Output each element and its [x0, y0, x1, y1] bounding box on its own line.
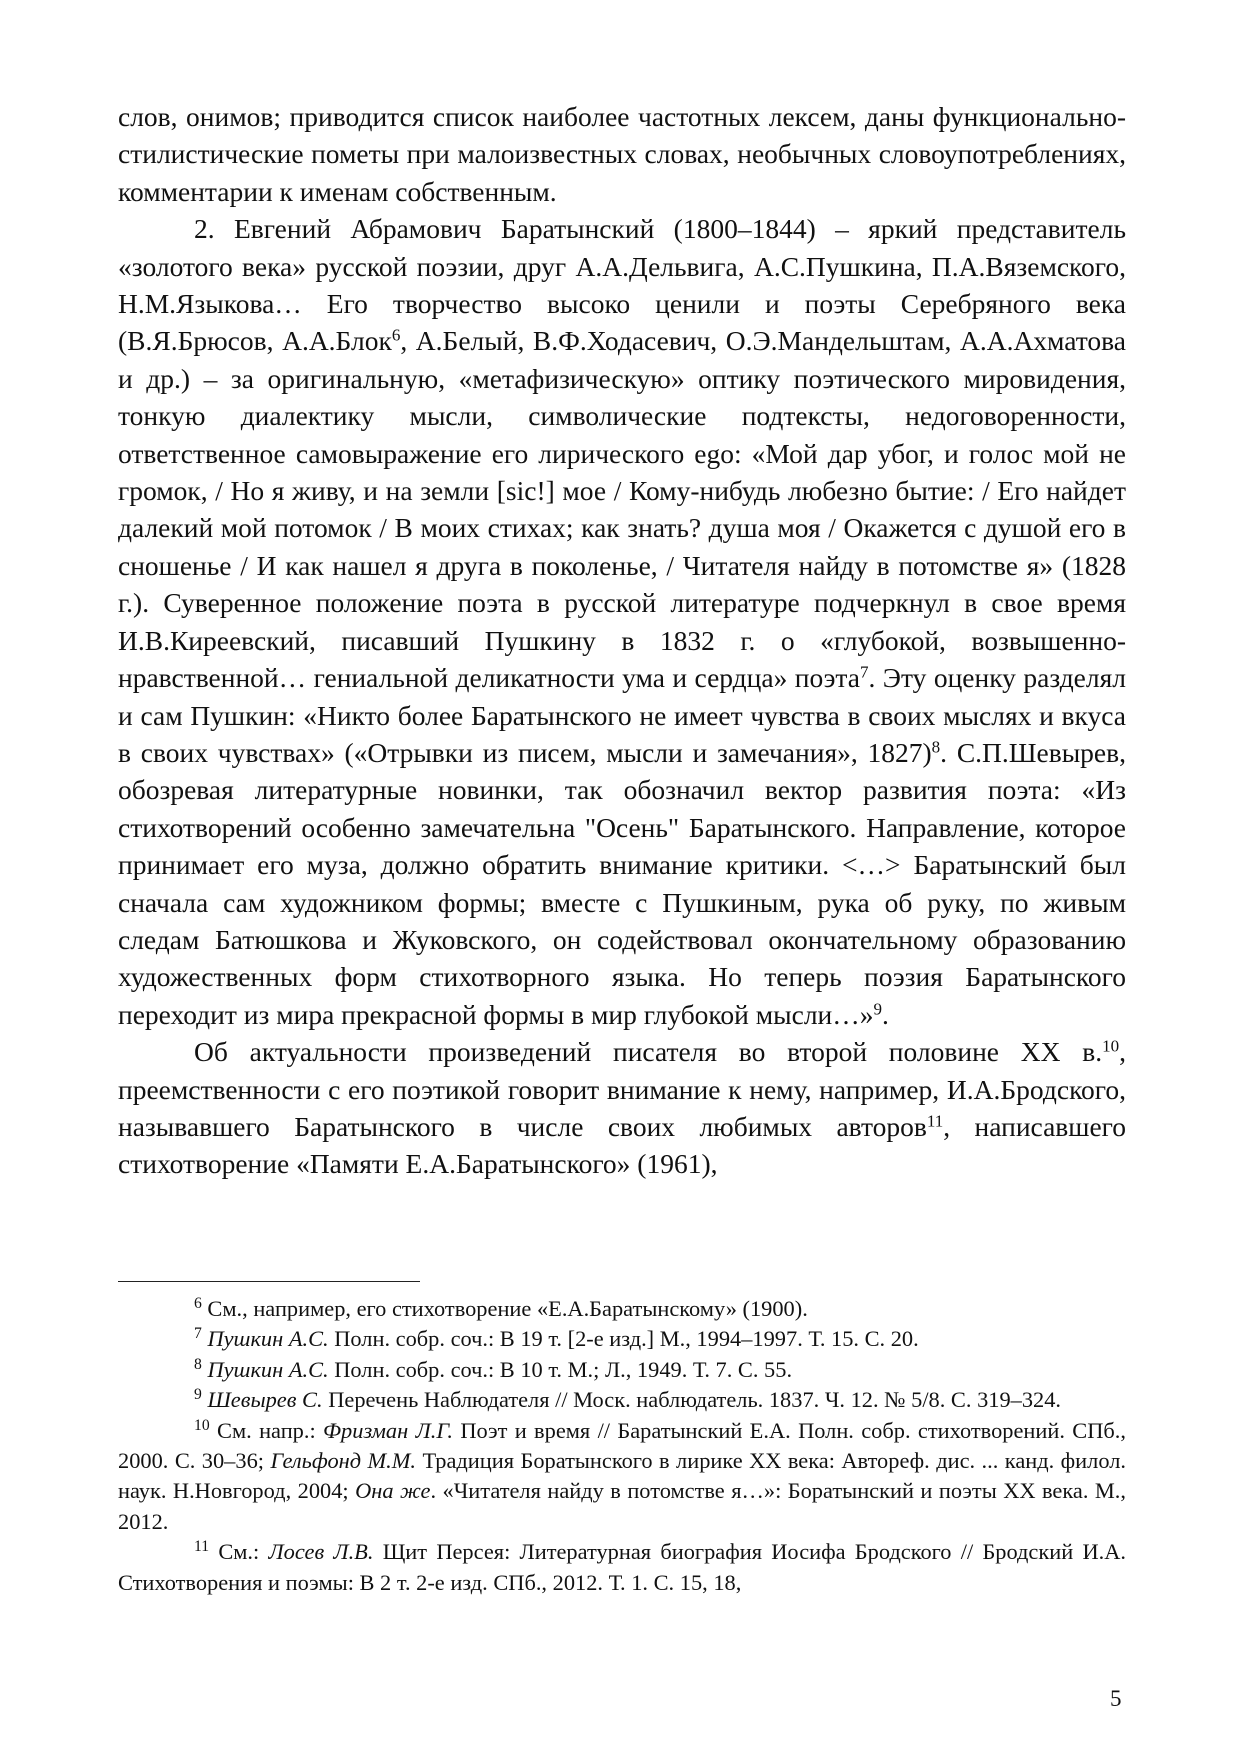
footnote-text: Традиция Боратынского в лирике XX века: Автореф. дис. ... канд. филол. наук. Н.Новгород, 2004;	[118, 1448, 1127, 1504]
footnote-number: 6	[194, 1295, 202, 1313]
footnote-author: Гельфонд М.М.	[270, 1448, 417, 1474]
footnote-author: Она же	[355, 1478, 431, 1504]
footnote-number: 9	[194, 1386, 202, 1404]
paragraph-3	[118, 1033, 1126, 1183]
footnote-6	[118, 1294, 1126, 1324]
footnote-number: 10	[194, 1416, 210, 1434]
footnotes	[118, 1294, 1126, 1598]
footnote-text: Поэт и время // Баратынский Е.А. Полн. собр. стихотворений. СПб., 2000. С. 30–36;	[118, 1417, 1126, 1474]
footnote-ref-7[interactable]: 7	[859, 662, 869, 682]
footnote-text: См., например, его стихотворение «Е.А.Баратынскому» (1900).	[201, 1296, 808, 1321]
paragraph-2-text-d: . С.П.Шевырев, обозревая литературные новинки, так обозначил вектор развития поэта: «Из стихотворений особенно замечательна "Осень" Баратынского. Направление, которое принимает его муза, должно обратить внимание критики. <…> Баратынский был сначала сам художником формы; вместе с Пушкиным, рука об руку, по живым следам Батюшкова и Жуковского, он содействовал окончательному образованию художественных форм стихотворного языка. Но теперь поэзия Баратынского переходит из мира прекрасной формы в мир глубокой мысли…»	[118, 736, 1126, 1030]
footnote-lead: См.:	[209, 1539, 269, 1565]
footnote-ref-10[interactable]: 10	[1102, 1036, 1120, 1056]
footnote-author: Пушкин А.С.	[207, 1356, 329, 1382]
footnote-text: Полн. собр. соч.: В 10 т. М.; Л., 1949. Т. 7. С. 55.	[328, 1356, 793, 1382]
paragraph-2-text-c: . Эту оценку разделял и сам Пушкин: «Никто более Баратынского не имеет чувства в своих мыслях и вкуса в своих чувствах» («Отрывки из писем, мысли и замечания», 1827)	[118, 662, 1126, 768]
paragraph-2	[118, 210, 1126, 1033]
paragraph-1	[118, 98, 1126, 210]
paragraph-3-text-a: Об актуальности произведений писателя во второй половине XX в.	[194, 1036, 1103, 1068]
footnote-author: Пушкин А.С.	[207, 1326, 329, 1352]
footnote-ref-11[interactable]: 11	[926, 1111, 944, 1131]
footnote-lead: См. напр.:	[209, 1417, 324, 1443]
footnote-ref-6[interactable]: 6	[391, 326, 401, 346]
footnote-text: Перечень Наблюдателя // Моск. наблюдатель. 1837. Ч. 12. № 5/8. С. 319–324.	[322, 1387, 1062, 1413]
footnote-author: Шевырев С.	[207, 1387, 323, 1413]
footnote-9	[118, 1385, 1126, 1415]
footnote-number: 8	[194, 1355, 202, 1373]
footnote-7	[118, 1324, 1126, 1354]
paragraph-2-text-a: 2. Евгений Абрамович Баратынский (1800–1844) – яркий представитель «золотого века» русской поэзии, друг А.А.Дельвига, А.С.Пушкина, П.А.Вяземского, Н.М.Языкова… Его творчество высоко ценили и поэты Серебряного века (В.Я.Брюсов, А.А.Блок	[118, 213, 1126, 357]
footnote-text: Полн. собр. соч.: В 19 т. [2-е изд.] М., 1994–1997. Т. 15. С. 20.	[328, 1326, 919, 1352]
paragraph-1-text: слов, онимов; приводится список наиболее частотных лексем, даны функционально-стилистические пометы при малоизвестных словах, необычных словоупотреблениях, комментарии к именам собственным.	[118, 101, 1126, 207]
paragraph-2-text-e: .	[882, 998, 889, 1030]
footnote-number: 11	[194, 1538, 210, 1556]
footnote-ref-8[interactable]: 8	[931, 737, 941, 757]
footnote-number: 7	[194, 1325, 202, 1343]
main-text	[118, 98, 1126, 1183]
page-number: 5	[1110, 1686, 1122, 1711]
paragraph-2-text-b: , А.Белый, В.Ф.Ходасевич, О.Э.Мандельштам, А.А.Ахматова и др.) – за оригинальную, «метафизическую» оптику поэтического мировидения, тонкую диалектику мысли, символические подтексты, недоговоренности, ответственное самовыражение его лирического ego: «Мой дар убог, и голос мой не громок, / Но я живу, и на земли [sic!] мое / Кому-нибудь любезно бытие: / Его найдет далекий мой потомок / В моих стихах; как знать? душа моя / Окажется с душой его в сношенье / И как нашел я друга в поколенье, / Читателя найду в потомстве я» (1828 г.). Суверенное положение поэта в русской литературе подчеркнул в свое время И.В.Киреевский, писавший Пушкину в 1832 г. о «глубокой, возвышенно-нравственной… гениальной деликатности ума и сердца» поэта	[118, 325, 1126, 694]
paragraph-3-text-c: , написавшего стихотворение «Памяти Е.А.Баратынского» (1961),	[118, 1110, 1127, 1180]
footnote-author: Фризман Л.Г.	[323, 1417, 453, 1443]
footnote-ref-9[interactable]: 9	[873, 999, 883, 1019]
footnote-text: Щит Персея: Литературная биография Иосифа Бродского // Бродский И.А. Стихотворения и поэмы: В 2 т. 2-е изд. СПб., 2012. Т. 1. С. 15, 18,	[118, 1539, 1126, 1595]
footnote-10	[118, 1416, 1126, 1538]
footnote-divider	[118, 1281, 420, 1282]
footnote-text: . «Читателя найду в потомстве я…»: Боратынский и поэты XX века. М., 2012.	[118, 1478, 1127, 1534]
footnote-author: Лосев Л.В.	[268, 1539, 374, 1565]
footnote-8	[118, 1355, 1126, 1385]
footnote-11	[118, 1537, 1126, 1598]
paragraph-3-text-b: , преемственности с его поэтикой говорит внимание к нему, например, И.А.Бродского, называвшего Баратынского в числе своих любимых авторов	[118, 1036, 1126, 1142]
